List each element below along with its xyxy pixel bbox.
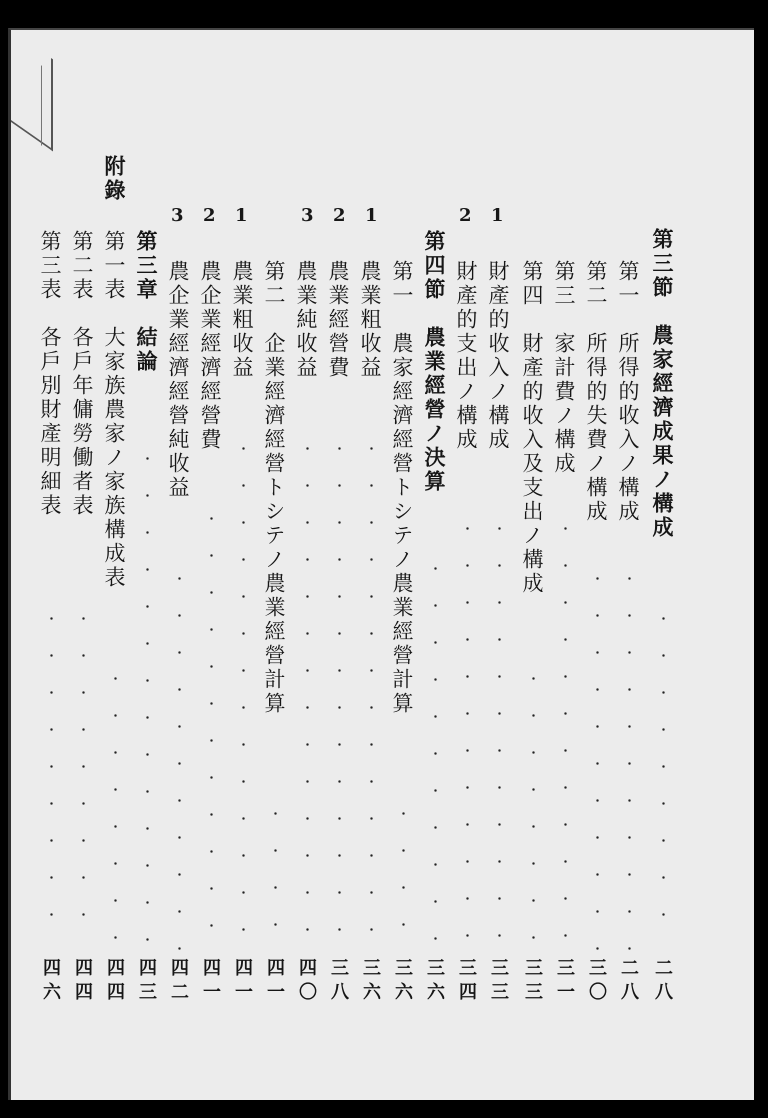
toc-entry-calc2-sub3: 農企業經濟經營純收益 <box>166 260 190 500</box>
group-number: 1 <box>235 205 248 226</box>
document-page <box>8 28 754 1100</box>
page-number: 四二 <box>168 958 189 1006</box>
page-number: 三〇 <box>586 958 607 1006</box>
page-number: 四六 <box>40 958 61 1006</box>
leader-dots <box>242 430 245 950</box>
leader-dots <box>178 560 181 950</box>
page-number: 二八 <box>652 958 673 1006</box>
toc-entry-table1: 第一表 大家族農家ノ家族構成表 <box>102 230 126 590</box>
toc-entry-table2: 第二表 各戶年傭勞働者表 <box>70 230 94 518</box>
leader-dots <box>274 795 277 950</box>
leader-dots <box>210 500 213 950</box>
toc-entry-section3: 第三節 農家經濟成果ノ構成 <box>650 228 675 540</box>
page-number: 三一 <box>554 958 575 1006</box>
leader-dots <box>370 430 373 950</box>
toc-entry-section4: 第四節 農業經營ノ決算 <box>422 230 447 494</box>
page-number: 三六 <box>360 958 381 1006</box>
group-number: 1 <box>491 205 504 226</box>
page-number: 三六 <box>424 958 445 1006</box>
leader-dots <box>114 660 117 950</box>
toc-entry-item2: 第二 所得的失費ノ構成 <box>584 260 608 524</box>
group-number: 2 <box>203 205 216 226</box>
toc-entry-calc2: 第二 企業經濟經營トシテノ農業經營計算 <box>262 260 286 716</box>
page-number: 三三 <box>522 958 543 1006</box>
toc-entry-item3: 第三 家計費ノ構成 <box>552 260 576 476</box>
toc-entry-item1: 第一 所得的收入ノ構成 <box>616 260 640 524</box>
leader-dots <box>402 795 405 950</box>
leader-dots <box>306 430 309 950</box>
toc-entry-calc1-sub3: 農業純收益 <box>294 260 318 380</box>
leader-dots <box>466 510 469 950</box>
group-number: 3 <box>171 205 184 226</box>
page-number: 二八 <box>618 958 639 1006</box>
leader-dots <box>532 660 535 950</box>
toc-entry-appendix-heading: 附錄 <box>102 155 127 203</box>
toc-entry-calc2-sub1: 農業粗收益 <box>230 260 254 380</box>
leader-dots <box>662 600 665 950</box>
page-number: 四一 <box>200 958 221 1006</box>
leader-dots <box>50 600 53 950</box>
page-number: 四三 <box>136 958 157 1006</box>
toc-entry-calc1-sub1: 農業粗收益 <box>358 260 382 380</box>
group-number: 1 <box>365 205 378 226</box>
page-number: 三八 <box>328 958 349 1006</box>
leader-dots <box>564 510 567 950</box>
leader-dots <box>82 600 85 950</box>
toc-entry-table3: 第三表 各戶別財產明細表 <box>38 230 62 518</box>
page-number: 四〇 <box>296 958 317 1006</box>
group-number: 2 <box>459 205 472 226</box>
toc-entry-calc1: 第一 農家經濟經營トシテノ農業經營計算 <box>390 260 414 716</box>
page-number: 三三 <box>488 958 509 1006</box>
toc-entry-calc2-sub2: 農企業經濟經營費 <box>198 260 222 452</box>
page-number: 三六 <box>392 958 413 1006</box>
leader-dots <box>146 440 149 950</box>
toc-entry-sub2: 財產的支出ノ構成 <box>454 260 478 452</box>
page-number: 四一 <box>232 958 253 1006</box>
toc-entry-item4: 第四 財產的收入及支出ノ構成 <box>520 260 544 596</box>
leader-dots <box>338 430 341 950</box>
leader-dots <box>434 550 437 950</box>
toc-entry-calc1-sub2: 農業經營費 <box>326 260 350 380</box>
page-number: 四一 <box>264 958 285 1006</box>
leader-dots <box>498 510 501 950</box>
leader-dots <box>596 560 599 950</box>
group-number: 3 <box>301 205 314 226</box>
page-number: 三四 <box>456 958 477 1006</box>
leader-dots <box>628 560 631 950</box>
group-number: 2 <box>333 205 346 226</box>
page-number: 四四 <box>104 958 125 1006</box>
page-number: 四四 <box>72 958 93 1006</box>
toc-entry-chapter3: 第三章 結論 <box>134 230 159 374</box>
toc-entry-sub1: 財產的收入ノ構成 <box>486 260 510 452</box>
